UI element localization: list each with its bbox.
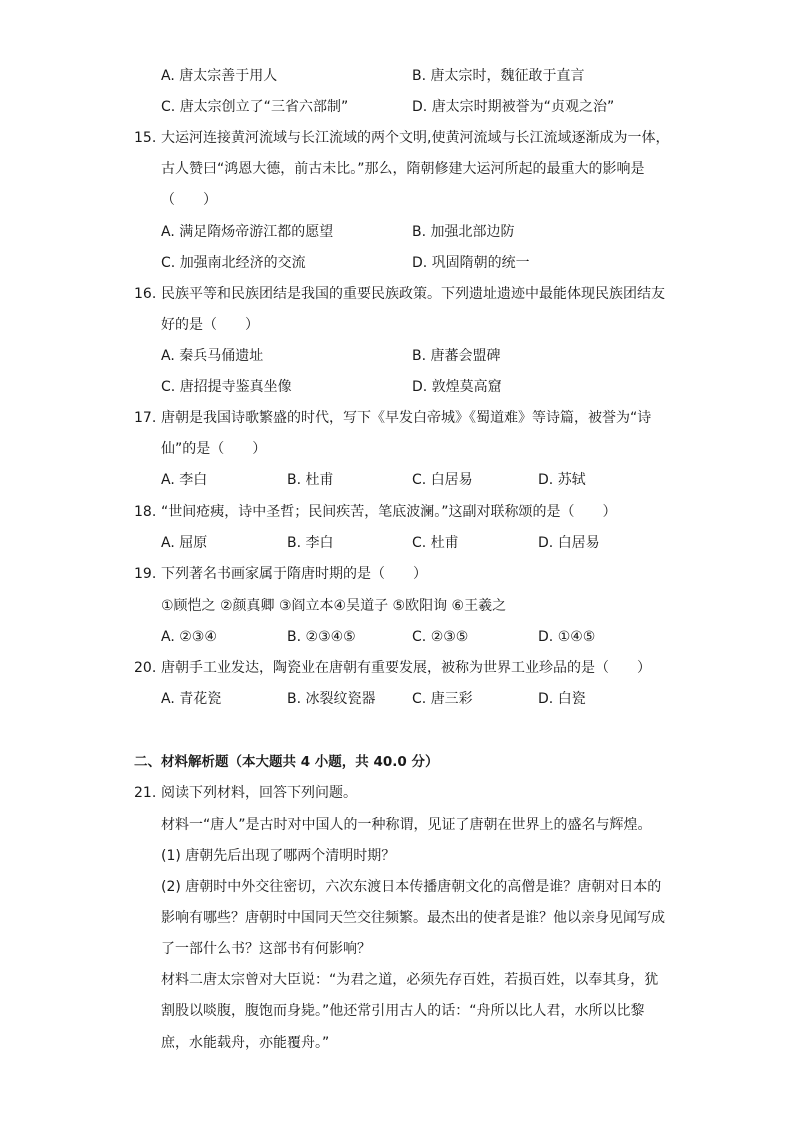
- option-label: D.: [538, 691, 554, 707]
- option-label: B.: [412, 68, 427, 84]
- option-label: B.: [287, 472, 302, 488]
- q14-option-a: [161, 66, 277, 86]
- option-text: 秦兵马俑遗址: [179, 348, 264, 364]
- q16-option-a: [161, 346, 263, 366]
- question-number: 20.: [134, 660, 157, 676]
- option-text: 冰裂纹瓷器: [305, 691, 376, 707]
- q14-option-b: [412, 66, 585, 86]
- material-line: 材料一“唐人”是古时对中国人的一种称谓，见证了唐朝在世界上的盛名与辉煌。: [161, 817, 652, 833]
- option-text: 满足隋炀帝游江都的愿望: [179, 224, 334, 240]
- q18-option-c: [412, 533, 459, 553]
- q15-option-a: [161, 222, 333, 242]
- option-label: A.: [161, 472, 175, 488]
- q18-option-b: [287, 533, 334, 553]
- option-text: 唐太宗善于用人: [179, 68, 278, 84]
- option-label: B.: [287, 535, 302, 551]
- option-label: C.: [412, 691, 427, 707]
- option-text: 唐三彩: [430, 691, 473, 707]
- question-stem-line: 好的是（ ）: [161, 317, 259, 333]
- question-number: 21.: [134, 785, 157, 801]
- question-stem-line: （ ）: [161, 192, 217, 208]
- q15-option-c: [161, 253, 306, 273]
- q15-option-d: [412, 253, 530, 273]
- option-text: 杜甫: [430, 535, 459, 551]
- question-stem-line: 阅读下列材料，回答下列问题。: [161, 785, 357, 801]
- option-text: 李白: [305, 535, 334, 551]
- option-text: 唐招提寺鉴真坐像: [179, 379, 292, 395]
- question-stem-line: 民族平等和民族团结是我国的重要民族政策。下列遗址遗迹中最能体现民族团结友: [161, 286, 665, 302]
- option-label: C.: [412, 629, 427, 645]
- option-text: 苏轼: [557, 472, 586, 488]
- option-text: 白居易: [430, 472, 473, 488]
- q20-option-b: [287, 689, 376, 709]
- q17-option-b: [287, 470, 334, 490]
- q17-option-c: [412, 470, 473, 490]
- option-text: 杜甫: [305, 472, 334, 488]
- q18-option-a: [161, 533, 207, 553]
- q19-option-d: [538, 627, 595, 647]
- option-label: D.: [412, 255, 428, 271]
- option-text: 李白: [179, 472, 208, 488]
- q19-option-a: [161, 627, 217, 647]
- q18-option-d: [538, 533, 600, 553]
- question-stem-line: 唐朝手工业发达，陶瓷业在唐朝有重要发展，被称为世界工业珍品的是（ ）: [161, 660, 651, 676]
- option-label: B.: [287, 691, 302, 707]
- question-number: 18.: [134, 504, 157, 520]
- option-text: 加强北部边防: [430, 224, 515, 240]
- option-text: ①④⑤: [557, 629, 596, 645]
- sub-question-line: 影响有哪些？唐朝时中国同天竺交往频繁。最杰出的使者是谁？他以亲身见闻写成: [161, 910, 665, 926]
- option-label: C.: [161, 379, 176, 395]
- option-label: C.: [412, 535, 427, 551]
- option-label: D.: [538, 629, 554, 645]
- question-stem-line: 下列著名书画家属于隋唐时期的是（ ）: [161, 566, 427, 582]
- option-label: C.: [161, 99, 176, 115]
- sub-question-line: (2) 唐朝时中外交往密切，六次东渡日本传播唐朝文化的高僧是谁？唐朝对日本的: [161, 879, 662, 895]
- question-stem-line: 唐朝是我国诗歌繁盛的时代，写下《早发白帝城》《蜀道难》等诗篇，被誉为“诗: [161, 410, 652, 426]
- option-label: B.: [287, 629, 302, 645]
- question-number: 17.: [134, 410, 157, 426]
- question-stem-line: ①顾恺之 ②颜真卿 ③阎立本④吴道子 ⑤欧阳询 ⑥王羲之: [161, 598, 507, 614]
- q16-option-c: [161, 377, 292, 397]
- option-label: C.: [161, 255, 176, 271]
- option-text: 巩固隋朝的统一: [431, 255, 530, 271]
- option-label: D.: [412, 99, 428, 115]
- q14-option-c: [161, 97, 348, 117]
- q20-option-a: [161, 689, 221, 709]
- option-text: 屈原: [179, 535, 208, 551]
- option-text: 唐太宗时期被誉为“贞观之治”: [431, 99, 615, 115]
- option-text: 白居易: [557, 535, 600, 551]
- question-number: 19.: [134, 566, 157, 582]
- sub-question-line: 了一部什么书？这部书有何影响？: [161, 941, 371, 957]
- q17-option-a: [161, 470, 207, 490]
- option-label: A.: [161, 224, 175, 240]
- option-label: C.: [412, 472, 427, 488]
- option-text: ②③④⑤: [305, 629, 356, 645]
- q19-option-b: [287, 627, 356, 647]
- option-label: D.: [538, 535, 554, 551]
- sub-question-line: (1) 唐朝先后出现了哪两个清明时期？: [161, 848, 396, 864]
- question-stem-line: 仙”的是（ ）: [161, 441, 267, 457]
- option-label: D.: [412, 379, 428, 395]
- q14-option-d: [412, 97, 614, 117]
- question-stem-line: 古人赞曰“鸿恩大德，前古未比。”那么，隋朝修建大运河所起的最重大的影响是: [161, 161, 645, 177]
- option-text: 唐太宗创立了“三省六部制”: [179, 99, 349, 115]
- question-number: 16.: [134, 286, 157, 302]
- option-text: 唐蕃会盟碑: [430, 348, 501, 364]
- question-stem-line: 大运河连接黄河流域与长江流域的两个文明,使黄河流域与长江流域逐渐成为一体，: [161, 130, 670, 146]
- option-text: 加强南北经济的交流: [179, 255, 306, 271]
- option-label: A.: [161, 68, 175, 84]
- option-text: ②③④: [179, 629, 217, 645]
- option-label: A.: [161, 535, 175, 551]
- question-stem-line: “世间疮痍，诗中圣哲；民间疾苦，笔底波澜。”这副对联称颂的是（ ）: [161, 504, 617, 520]
- option-text: 敦煌莫高窟: [431, 379, 502, 395]
- question-number: 15.: [134, 130, 157, 146]
- q16-option-b: [412, 346, 501, 366]
- option-text: 青花瓷: [179, 691, 222, 707]
- material-line: 材料二唐太宗曾对大臣说：“为君之道，必须先存百姓，若损百姓，以奉其身，犹: [161, 972, 659, 988]
- q19-option-c: [412, 627, 468, 647]
- material-line: 割股以啖腹，腹饱而身毙。”他还常引用古人的话：“舟所以比人君，水所以比黎: [161, 1003, 645, 1019]
- option-label: A.: [161, 629, 175, 645]
- q20-option-d: [538, 689, 586, 709]
- option-text: ②③⑤: [430, 629, 469, 645]
- q16-option-d: [412, 377, 502, 397]
- option-label: D.: [538, 472, 554, 488]
- q15-option-b: [412, 222, 515, 242]
- option-text: 唐太宗时，魏征敢于直言: [430, 68, 585, 84]
- option-label: B.: [412, 348, 427, 364]
- q20-option-c: [412, 689, 473, 709]
- option-label: A.: [161, 348, 175, 364]
- option-label: B.: [412, 224, 427, 240]
- material-line: 庶，水能载舟，亦能覆舟。”: [161, 1035, 330, 1051]
- section-title: 二、材料解析题（本大题共 4 小题，共 40.0 分）: [134, 754, 439, 770]
- q17-option-d: [538, 470, 586, 490]
- option-label: A.: [161, 691, 175, 707]
- option-text: 白瓷: [557, 691, 586, 707]
